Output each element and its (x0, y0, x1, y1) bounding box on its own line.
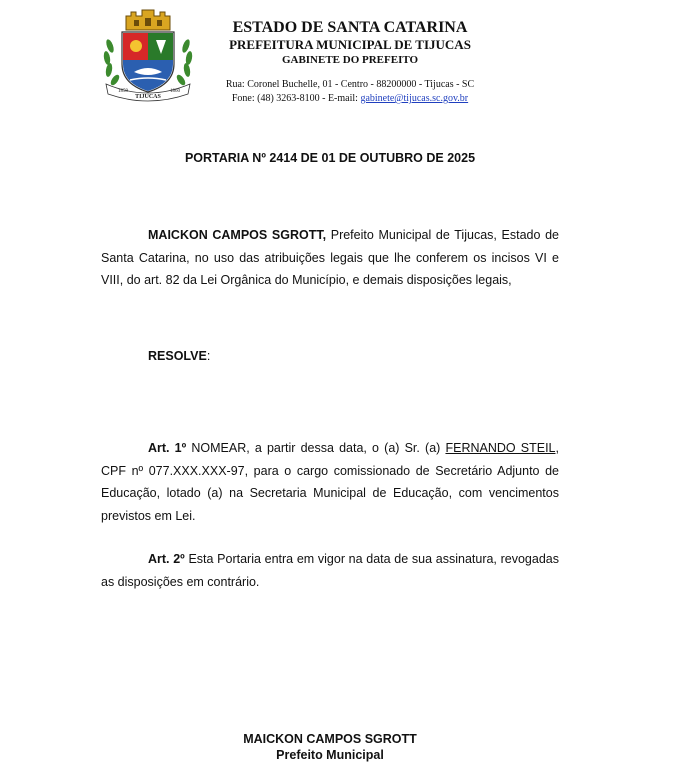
art1-label: Art. 1º (148, 441, 187, 455)
crest-year-left: 1859 (118, 89, 128, 94)
article-1-paragraph (101, 437, 559, 527)
preamble-text: Prefeito Municipal de Tijucas, Estado de Santa Catarina, no uso das atribuições legais que lhe conferem os incisos VI e VIII, do art. 82 da Lei Orgânica do Município, e demais disposições legais, (101, 228, 559, 287)
resolve-colon: : (206, 349, 211, 363)
signature-name: MAICKON CAMPOS SGROTT (243, 732, 417, 746)
art1-text-a: NOMEAR, a partir dessa data, o (a) Sr. (a) (186, 441, 446, 455)
crest-year-right: 1860 (170, 89, 180, 94)
header-phone: Fone: (48) 3263-8100 - E-mail: (231, 93, 358, 104)
preamble-paragraph (101, 224, 559, 292)
contact-info (205, 78, 495, 106)
appointee-name: FERNANDO STEIL (445, 441, 556, 455)
resolve-heading (148, 349, 210, 363)
header-phone-line (205, 92, 495, 106)
art2-text: Esta Portaria entra em vigor na data de sua assinatura, revogadas as disposições em contrário. (101, 552, 559, 589)
preamble-name: MAICKON CAMPOS SGROTT, (148, 228, 327, 242)
crest-ribbon-text: TIJUCAS (135, 94, 161, 100)
document-title: PORTARIA Nº 2414 DE 01 DE OUTUBRO DE 2025 (184, 151, 476, 165)
letterhead (205, 18, 495, 68)
header-state: ESTADO DE SANTA CATARINA (232, 19, 468, 36)
resolve-label: RESOLVE (148, 349, 207, 363)
article-2-paragraph (101, 548, 559, 593)
art1-text-b: , CPF nº 077.XXX.XXX-97, para o cargo comissionado de Secretário Adjunto de Educação, lotado (a) na Secretaria Municipal de Educação, com vencimentos previstos em Lei. (101, 441, 559, 523)
header-gabinete: GABINETE DO PREFEITO (281, 54, 419, 66)
art2-label: Art. 2º (148, 552, 185, 566)
header-address: Rua: Coronel Buchelle, 01 - Centro - 88200000 - Tijucas - SC (225, 79, 475, 90)
header-prefeitura: PREFEITURA MUNICIPAL DE TIJUCAS (229, 37, 471, 52)
signature-block (180, 731, 480, 763)
municipal-crest-icon (100, 6, 196, 102)
email-link[interactable]: gabinete@tijucas.sc.gov.br (360, 93, 469, 104)
signature-role: Prefeito Municipal (276, 748, 384, 762)
